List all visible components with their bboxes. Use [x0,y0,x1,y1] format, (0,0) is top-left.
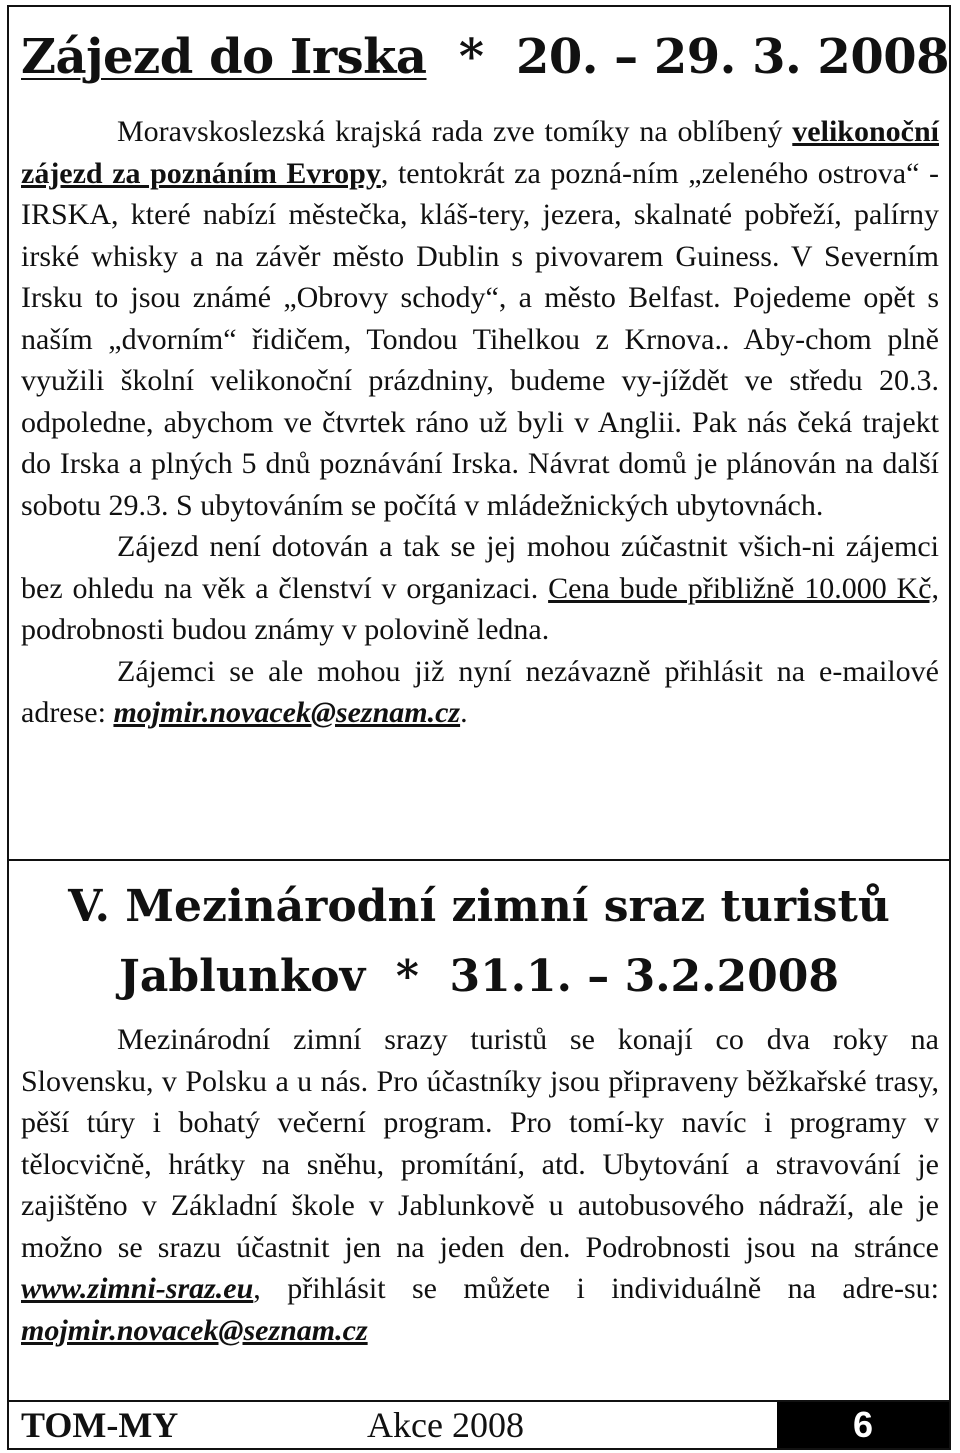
footer-publication: TOM-MY [21,1405,179,1445]
footer-section: Akce 2008 [367,1405,524,1445]
paragraph [21,111,939,526]
email-link[interactable]: mojmir.novacek@seznam.cz [113,696,461,729]
text: podrobnosti budou známy v polovině ledna. [21,613,550,646]
text: , přihlásit se můžete i individuálně na adre-su: [253,1272,939,1305]
paragraph [21,526,939,651]
text: , tentokrát za pozná-ním „zeleného ostrova“ - IRSKA, které nabízí městečka, kláš-tery, jezera, skalnaté pobřeží, palírny irské whisky a na závěr město Dublin s pivovarem Guiness. V Severním Irsku to jsou známé „Obrovy schody“, a město Belfast. Pojedeme opět s naším „dvorním“ řidičem, Tondou Tihelkou z Krnova.. Aby-chom plně využili školní velikonoční prázdniny, budeme vy-jíždět ve středu 20.3. odpoledne, abychom ve čtvrtek ráno už byli v Anglii. Pak nás čeká trajekt do Irska a plných 5 dnů poznávání Irska. Návrat domů je plánován na další sobotu 29.3. S ubytováním se počítá v mládežnických ubytovnách. [21,156,939,522]
page-footer [9,1400,949,1448]
price-underlined: Cena bude přibližně 10.000 Kč, [548,571,940,605]
article-subtitle-zimni-sraz: Jablunkov * 31.1. – 3.2.2008 [119,951,839,1002]
text: Zájemci se ale mohou již nyní nezávazně přihlásit na e-mailové adrese: [21,654,939,729]
website-link[interactable]: www.zimni-sraz.eu [21,1272,254,1305]
article-irsko [9,7,949,861]
text: Mezinárodní zimní srazy turistů se konají co dva roky na Slovensku, v Polsku a u nás. Pro účastníky jsou připraveny běžkařské trasy, pěší túry i bohatý večerní program. Pro tomí-ky navíc i programy v tělocvičně, hrátky na sněhu, promítání, atd. Ubytování a stravování je zajištěno v Základní škole v Jablunkově u autobusového nádraží, ale je možno se srazu účastnit jen na jeden den. Podrobnosti jsou na stránce [21,1023,939,1264]
text: . [460,696,468,729]
highlight-trip: velikonoční zájezd za poznáním Evropy [21,115,939,190]
paragraph [21,651,939,734]
page-frame [7,5,951,1450]
article-title-irsko [21,25,949,89]
title-dates: * 20. – 29. 3. 2008 [426,29,950,85]
article-title-zimni-sraz: V. Mezinárodní zimní sraz turistů [68,881,890,932]
article-zimni-sraz [9,859,949,1409]
article-body-zimni-sraz [21,1019,939,1351]
article-body-irsko [21,111,939,734]
text: Zájezd není dotován a tak se jej mohou zúčastnit všich-ni zájemci bez ohledu na věk a členství v organizaci. [21,530,939,605]
paragraph [21,1019,939,1351]
page-number: 6 [777,1402,949,1448]
text: Moravskoslezská krajská rada zve tomíky na oblíbený [117,115,793,148]
email-link[interactable]: mojmir.novacek@seznam.cz [21,1313,368,1347]
title-underlined: Zájezd do Irska [21,29,427,85]
